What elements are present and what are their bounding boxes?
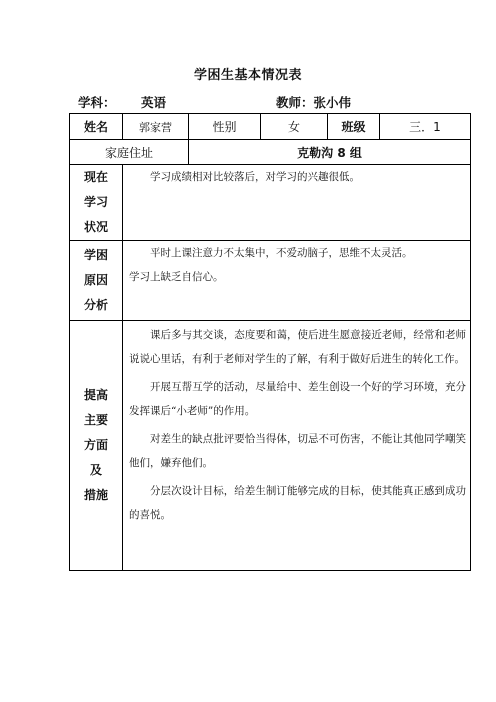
status-label-cell [70,165,123,241]
cause-content [123,241,471,321]
measures-label: 提高 主要 方面 及 措施 [83,388,108,502]
measures-para-2: 开展互帮互学的活动，尽量给中、差生创设一个好的学习环境，充分发挥课后“小老师”的作用。 [129,381,466,417]
table-row-cause [70,241,471,321]
name-label: 姓名 [70,114,123,140]
class-value: 三．1 [380,114,471,140]
table-row-basic [70,114,471,140]
measures-para-1: 课后多与其交谈，态度要和蔼，使后进生愿意接近老师，经常和老师说说心里话，有利于老师对学生的了解，有利于做好后进生的转化工作。 [129,329,466,365]
address-label: 家庭住址 [70,140,189,165]
cause-label: 学困 原因 分析 [83,248,108,312]
status-text: 学习成绩相对比较落后，对学习的兴趣很低。 [150,171,360,183]
cause-label-cell [70,241,123,321]
document-title: 学困生基本情况表 [193,68,302,83]
measures-para-3: 对差生的缺点批评要恰当得体，切忌不可伤害，不能让其他同学嘲笑他们，嫌弃他们。 [129,433,466,469]
table-row-address [70,140,471,165]
table-row-measures [70,321,471,571]
status-content [123,165,471,241]
subject-value: 英语 [141,95,167,110]
subject-label: 学科： [78,95,116,110]
gender-value: 女 [261,114,328,140]
class-label: 班级 [328,114,380,140]
measures-para-4: 分层次设计目标，给差生制订能够完成的目标，使其能真正感到成功的喜悦。 [129,485,466,521]
measures-content [123,321,471,571]
measures-label-cell [70,321,123,571]
gender-label: 性别 [189,114,261,140]
name-value: 郭家营 [123,114,189,140]
table-row-status [70,165,471,241]
cause-para-2: 学习上缺乏自信心。 [129,271,224,283]
status-label: 现在 学习 状况 [83,170,108,234]
address-value: 克勒沟 8 组 [189,140,471,165]
cause-para-1: 平时上课注意力不太集中，不爱动脑子，思维不太灵活。 [150,247,413,259]
student-info-table [69,113,471,571]
teacher-info: 教师：张小伟 [276,95,352,110]
